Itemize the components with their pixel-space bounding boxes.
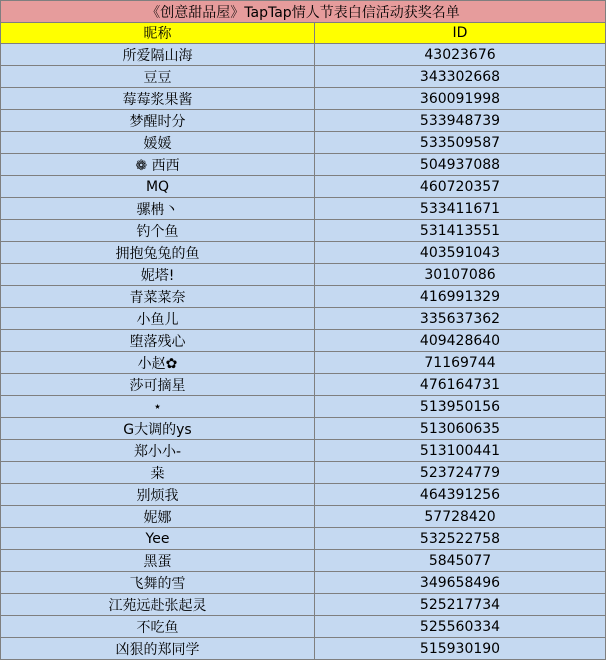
id-cell: 533411671 (315, 198, 606, 220)
nickname-cell: 凶狠的郑同学 (1, 638, 315, 660)
nickname-cell: 莓莓浆果酱 (1, 88, 315, 110)
nickname-cell: 堕落残心 (1, 330, 315, 352)
id-cell: 515930190 (315, 638, 606, 660)
header-id: ID (315, 23, 606, 44)
id-cell: 523724779 (315, 462, 606, 484)
id-cell: 525217734 (315, 594, 606, 616)
id-cell: 532522758 (315, 528, 606, 550)
table-row (1, 308, 606, 330)
table-row (1, 88, 606, 110)
nickname-cell: 青菜菜奈 (1, 286, 315, 308)
id-cell: 343302668 (315, 66, 606, 88)
nickname-cell: 小鱼儿 (1, 308, 315, 330)
table-row (1, 198, 606, 220)
nickname-cell: 拥抱兔兔的鱼 (1, 242, 315, 264)
id-cell: 409428640 (315, 330, 606, 352)
id-cell: 460720357 (315, 176, 606, 198)
nickname-cell: Yee (1, 528, 315, 550)
id-cell: 360091998 (315, 88, 606, 110)
nickname-cell: 黑蛋 (1, 550, 315, 572)
nickname-cell: 郑小小- (1, 440, 315, 462)
table-row (1, 374, 606, 396)
nickname-cell: 不吃鱼 (1, 616, 315, 638)
table-row (1, 572, 606, 594)
id-cell: 513060635 (315, 418, 606, 440)
table-row (1, 616, 606, 638)
id-cell: 71169744 (315, 352, 606, 374)
table-row (1, 638, 606, 660)
table-row (1, 44, 606, 66)
nickname-cell: 梦醒时分 (1, 110, 315, 132)
table-row (1, 220, 606, 242)
table-row (1, 506, 606, 528)
header-nickname: 昵称 (1, 23, 315, 44)
id-cell: 43023676 (315, 44, 606, 66)
id-cell: 403591043 (315, 242, 606, 264)
id-cell: 5845077 (315, 550, 606, 572)
table-row (1, 176, 606, 198)
table-row (1, 418, 606, 440)
id-cell: 335637362 (315, 308, 606, 330)
table-row (1, 110, 606, 132)
nickname-cell: 妮塔! (1, 264, 315, 286)
id-cell: 525560334 (315, 616, 606, 638)
id-cell: 30107086 (315, 264, 606, 286)
id-cell: 504937088 (315, 154, 606, 176)
sheet-title: 《创意甜品屋》TapTap情人节表白信活动获奖名单 (1, 1, 606, 23)
table-row (1, 484, 606, 506)
nickname-cell: G大调的ys (1, 418, 315, 440)
id-cell: 464391256 (315, 484, 606, 506)
nickname-cell: 所爱隔山海 (1, 44, 315, 66)
table-row (1, 550, 606, 572)
nickname-cell: 小赵✿ (1, 352, 315, 374)
id-cell: 513950156 (315, 396, 606, 418)
nickname-cell: 飞舞的雪 (1, 572, 315, 594)
id-cell: 57728420 (315, 506, 606, 528)
nickname-cell: 桒 (1, 462, 315, 484)
id-cell: 513100441 (315, 440, 606, 462)
nickname-cell: 江苑远赴张起灵 (1, 594, 315, 616)
table-row (1, 462, 606, 484)
table-row (1, 264, 606, 286)
nickname-cell: ❁ 西西 (1, 154, 315, 176)
id-cell: 349658496 (315, 572, 606, 594)
nickname-cell: MQ (1, 176, 315, 198)
nickname-cell: ⋆ (1, 396, 315, 418)
title-row (1, 1, 606, 23)
nickname-cell: 妮娜 (1, 506, 315, 528)
table-row (1, 330, 606, 352)
id-cell: 533948739 (315, 110, 606, 132)
table-row (1, 440, 606, 462)
nickname-cell: 钓个鱼 (1, 220, 315, 242)
table-row (1, 154, 606, 176)
header-row (1, 23, 606, 44)
table-row (1, 132, 606, 154)
table-row (1, 286, 606, 308)
table-row (1, 594, 606, 616)
nickname-cell: 骡柟丶 (1, 198, 315, 220)
nickname-cell: 豆豆 (1, 66, 315, 88)
id-cell: 533509587 (315, 132, 606, 154)
nickname-cell: 莎可摘星 (1, 374, 315, 396)
nickname-cell: 别烦我 (1, 484, 315, 506)
table-row (1, 528, 606, 550)
id-cell: 416991329 (315, 286, 606, 308)
id-cell: 531413551 (315, 220, 606, 242)
table-row (1, 242, 606, 264)
table-row (1, 396, 606, 418)
table-row (1, 66, 606, 88)
id-cell: 476164731 (315, 374, 606, 396)
table-row (1, 352, 606, 374)
nickname-cell: 媛媛 (1, 132, 315, 154)
